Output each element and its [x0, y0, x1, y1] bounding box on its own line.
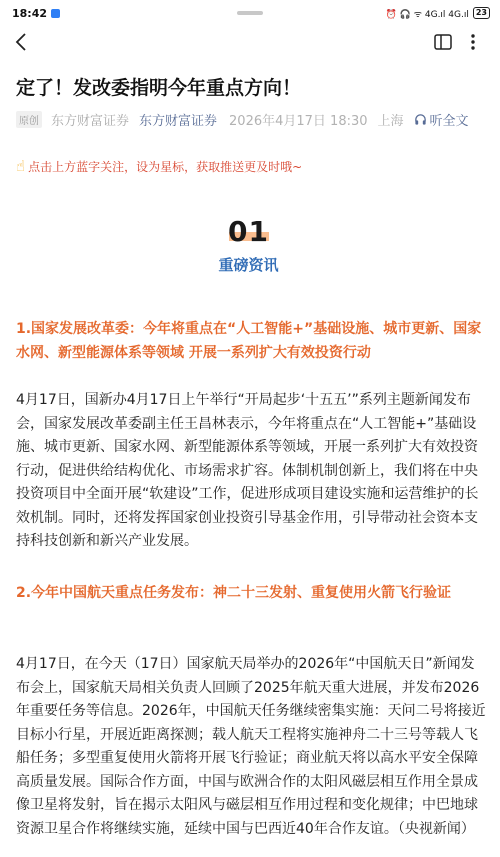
section-number: 01 [228, 215, 269, 248]
account-link[interactable]: 东方财富证券 [139, 113, 218, 129]
news-item-heading: 1.国家发展改革委：今年将重点在“人工智能+”基础设施、城市更新、国家水网、新型能源体系等领域 开展一系列扩大有效投资行动 [16, 321, 482, 361]
reader-mode-icon [432, 31, 454, 53]
news-item-body: 4月17日，在今天（17日）国家航天局举办的2026年“中国航天日”新闻发布会上，国家航天局相关负责人回顾了2025年航天重大进展，并发布2026年重要任务等信息。2026年，中国航天任务继续密集实施：天问二号将接近目标小行星，开展近距离探测；载人航天工程将实施神舟二十三号等载人飞船任务；多型重复使用火箭将开展飞行验证；商业航天将以高水平安全保障高质量发展。国际合作方面，中国与欧洲合作的太阳风磁层相互作用全景成像卫星将发射，旨在揭示太阳风与磁层相互作用过程和变化规律；中巴地球资源卫星合作将继续实施，延续中国与巴西近40年合作友谊。（央视新闻） [16, 656, 486, 837]
original-badge: 原创 [16, 111, 42, 128]
headphones-icon [414, 113, 427, 126]
more-dots-icon [462, 31, 484, 53]
battery-icon: 23 [473, 7, 490, 19]
news-item-heading: 2.今年中国航天重点任务发布：神二十三发射、重复使用火箭飞行验证 [16, 585, 452, 601]
article-title: 定了！发改委指明今年重点方向！ [16, 77, 302, 99]
chevron-left-icon [10, 30, 34, 54]
listen-button[interactable] [414, 110, 469, 129]
listen-label: 听全文 [429, 113, 469, 129]
article-author: 东方财富证券 [51, 113, 130, 129]
news-item-body: 4月17日，国新办4月17日上午举行“开局起步‘十五五’”系列主题新闻发布会，国家发展改革委副主任王昌林表示，今年将重点在“人工智能+”基础设施、城市更新、国家水网、新型能源体系等领域，开展一系列扩大有效投资行动，促进供给结构优化、市场需求扩容。体制机制创新上，我们将在中央投资项目中全面开展“软建设”工作，促进形成项目建设实施和运营维护的长效机制。同时，还将发挥国家创业投资引导基金作用，引导带动社会资本支持科技创新和新兴产业发展。 [16, 392, 479, 549]
status-indicator-icons: ⏰ 🎧 ᯤ 4G.ıl 4G.ıl [385, 9, 469, 20]
drag-handle[interactable] [237, 11, 263, 15]
reader-mode-button[interactable] [432, 31, 454, 53]
app-notification-icon [51, 9, 60, 18]
status-indicators [386, 7, 490, 20]
pointing-hand-icon: ☝ [16, 157, 26, 175]
status-time: 18:42 [12, 6, 48, 20]
back-button[interactable] [10, 30, 34, 54]
article-meta [16, 109, 469, 129]
follow-hint-text: 点击上方蓝字关注，设为星标，获取推送更及时哦~ [28, 159, 303, 174]
follow-hint [16, 156, 302, 176]
publish-date: 2026年4月17日 18:30 [229, 113, 368, 129]
more-button[interactable] [462, 31, 484, 53]
section-title: 重磅资讯 [218, 256, 279, 274]
nav-bar [0, 26, 500, 58]
publish-location: 上海 [377, 113, 404, 129]
